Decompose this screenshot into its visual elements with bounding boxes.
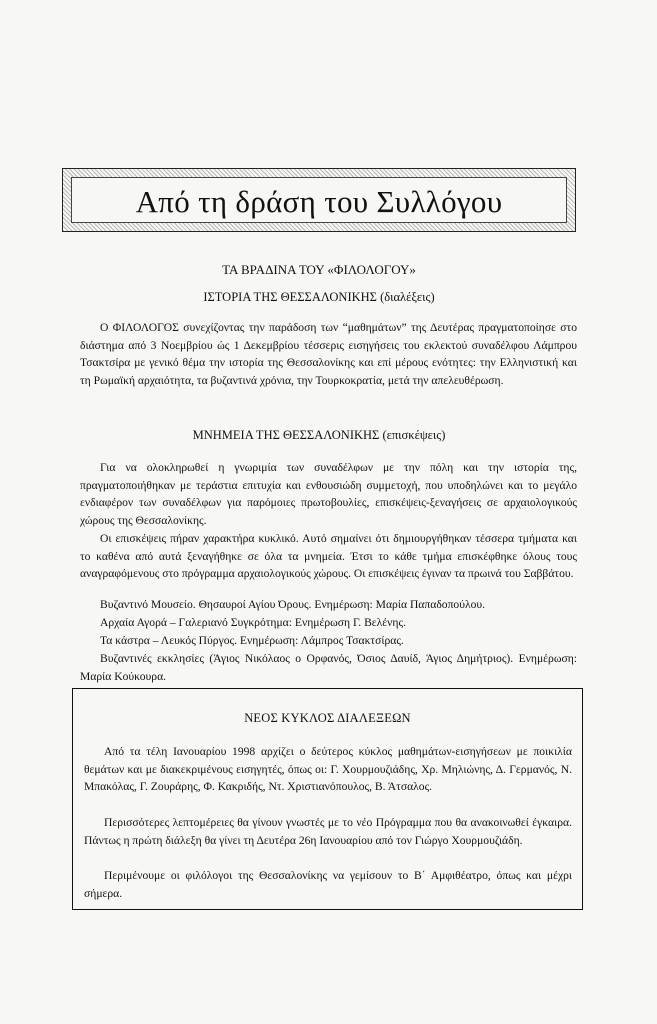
notice-title: ΝΕΟΣ ΚΥΚΛΟΣ ΔΙΑΛΕΞΕΩΝ [244,711,411,725]
notice-paragraph-2: Περισσότερες λεπτομέρειες θα γίνουν γνωστές με το νέο Πρόγραμμα που θα ανακοινωθεί έγκαιρα. Πάντως η πρώτη διάλεξη θα γίνει τη Δευτέρα 26η Ιανουαρίου από τον Γιώργο Χουρμουζιάδη. [84,816,572,847]
visit-item-1: Βυζαντινό Μουσείο. Θησαυροί Αγίου Όρους. Ενημέρωση: Μαρία Παπαδοπούλου. [100,598,486,611]
section-title: Από τη δράση του Συλλόγου [135,183,503,219]
notice-box [72,688,583,910]
visit-item-2: Αρχαία Αγορά – Γαλεριανό Συγκρότημα: Ενημέρωση Γ. Βελένης. [100,616,406,629]
section-header-frame [62,168,576,232]
history-paragraph: Ο ΦΙΛΟΛΟΓΟΣ συνεχίζοντας την παράδοση των “μαθημάτων” της Δευτέρας πραγματοποίησε στο διάστημα από 3 Νοεμβρίου ώς 1 Δεκεμβρίου τέσσερις εισηγήσεις του εκλεκτού συναδέλφου Λάμπρου Τσακτσίρα με γενικό θέμα την ιστορία της Θεσσαλονίκης και επί μέρους ενότητες: την Ελληνιστική και τη Ρωμαϊκή αρχαιότητα, τα βυζαντινά χρόνια, την Τουρκοκρατία, μετά την απελευθέρωση. [80,321,577,387]
visit-item-3: Τα κάστρα – Λευκός Πύργος. Ενημέρωση: Λάμπρος Τσακτσίρας. [100,634,404,647]
monuments-subheading: ΜΝΗΜΕΙΑ ΤΗΣ ΘΕΣΣΑΛΟΝΙΚΗΣ (επισκέψεις) [192,428,446,442]
notice-paragraph-3: Περιμένουμε οι φιλόλογοι της Θεσσαλονίκης να γεμίσουν το Β΄ Αμφιθέατρο, όπως και μέχρι σήμερα. [84,869,572,900]
section-heading: ΤΑ ΒΡΑΔΙΝΑ ΤΟΥ «ΦΙΛΟΛΟΓΟΥ» [222,262,416,277]
history-subheading: ΙΣΤΟΡΙΑ ΤΗΣ ΘΕΣΣΑΛΟΝΙΚΗΣ (διαλέξεις) [203,290,435,304]
monuments-paragraph-2: Οι επισκέψεις πήραν χαρακτήρα κυκλικό. Αυτό σημαίνει ότι δημιουργήθηκαν τέσσερα τμήματα και το καθένα από αυτά ξεναγήθηκε σε όλα τα μνημεία. Έτσι το κάθε τμήμα επισκέφθηκε όλους τους αναγραφόμενους στο πρόγραμμα αρχαιολογικούς χώρους. Οι επισκέψεις έγιναν τα πρωινά του Σαββάτου. [80,532,577,580]
notice-paragraph-1: Από τα τέλη Ιανουαρίου 1998 αρχίζει ο δεύτερος κύκλος μαθημάτων-εισηγήσεων με ποικιλία θεμάτων και με διακεκριμένους εισηγητές, όπως οι: Γ. Χουρμουζιάδης, Χρ. Μηλιώνης, Δ. Γερμανός, Ν. Μπακόλας, Γ. Ζουράρης, Φ. Κακριδής, Ντ. Χριστιανόπουλος, Β. Άτσαλος. [84,745,572,793]
monuments-paragraph-1: Για να ολοκληρωθεί η γνωριμία των συναδέλφων με την πόλη και την ιστορία της, πραγματοποιήθηκαν με τεράστια επιτυχία και ενθουσιώδη συμμετοχή, που υποδηλώνει και το μεγάλο ενδιαφέρον των συναδέλφων για παρόμοιες πρωτοβουλίες, επισκέψεις-ξεναγήσεις σε αρχαιολογικούς χώρους της Θεσσαλονίκης. [80,461,577,527]
visit-item-4: Βυζαντινές εκκλησίες (Άγιος Νικόλαος ο Ορφανός, Όσιος Δαυίδ, Άγιος Δημήτριος). Ενημέρωση: Μαρία Κούκουρα. [80,652,577,683]
section-header-inner [71,177,567,223]
